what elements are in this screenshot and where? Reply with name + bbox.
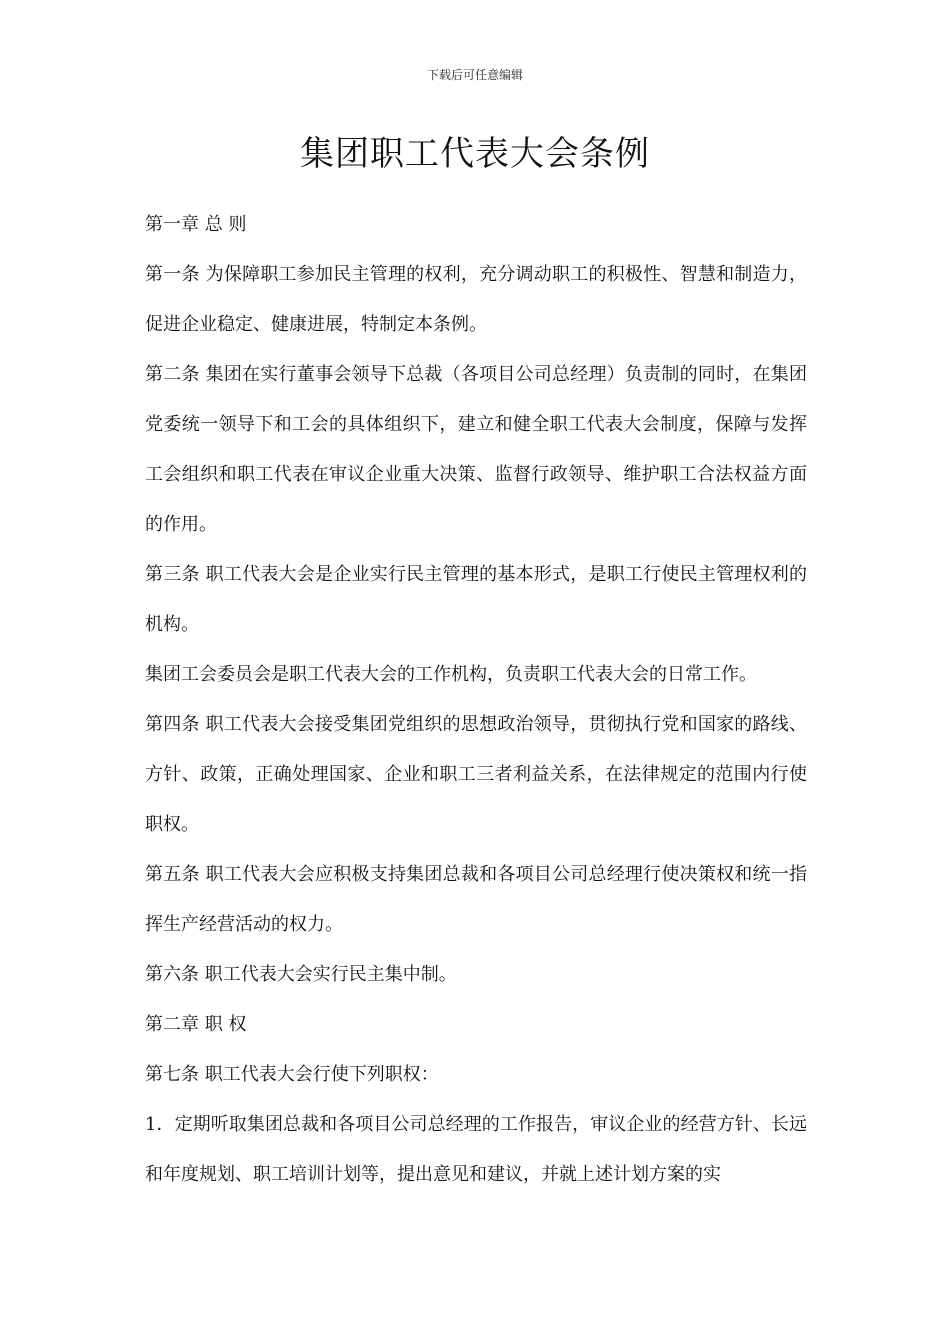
article-paragraph: 第七条 职工代表大会行使下列职权： (145, 1064, 439, 1085)
chapter-heading: 第一章 总 则 (145, 214, 247, 235)
article-paragraph: 集团工会委员会是职工代表大会的工作机构，负责职工代表大会的日常工作。 (145, 664, 757, 685)
article-paragraph: 第四条 职工代表大会接受集团党组织的思想政治领导，贯彻执行党和国家的路线、方针、政策，正确处理国家、企业和职工三者利益关系，在法律规定的范围内行使职权。 (145, 714, 807, 835)
article-paragraph: 第五条 职工代表大会应积极支持集团总裁和各项目公司总经理行使决策权和统一指挥生产经营活动的权力。 (145, 864, 807, 935)
header-note: 下载后可任意编辑 (426, 68, 523, 82)
document-body (145, 200, 807, 1200)
article-paragraph: 第一条 为保障职工参加民主管理的权利，充分调动职工的积极性、智慧和制造力，促进企业稳定、健康进展，特制定本条例。 (145, 264, 807, 335)
list-item-paragraph: 1．定期听取集团总裁和各项目公司总经理的工作报告，审议企业的经营方针、长远和年度规划、职工培训计划等，提出意见和建议，并就上述计划方案的实 (145, 1114, 807, 1185)
article-paragraph: 第三条 职工代表大会是企业实行民主管理的基本形式，是职工行使民主管理权利的机构。 (145, 564, 807, 635)
document-title: 集团职工代表大会条例 (300, 134, 650, 174)
article-paragraph: 第二条 集团在实行董事会领导下总裁（各项目公司总经理）负责制的同时，在集团党委统一领导下和工会的具体组织下，建立和健全职工代表大会制度，保障与发挥工会组织和职工代表在审议企业重大决策、监督行政领导、维护职工合法权益方面的作用。 (145, 364, 807, 535)
chapter-heading: 第二章 职 权 (145, 1014, 247, 1035)
article-paragraph: 第六条 职工代表大会实行民主集中制。 (145, 964, 457, 985)
